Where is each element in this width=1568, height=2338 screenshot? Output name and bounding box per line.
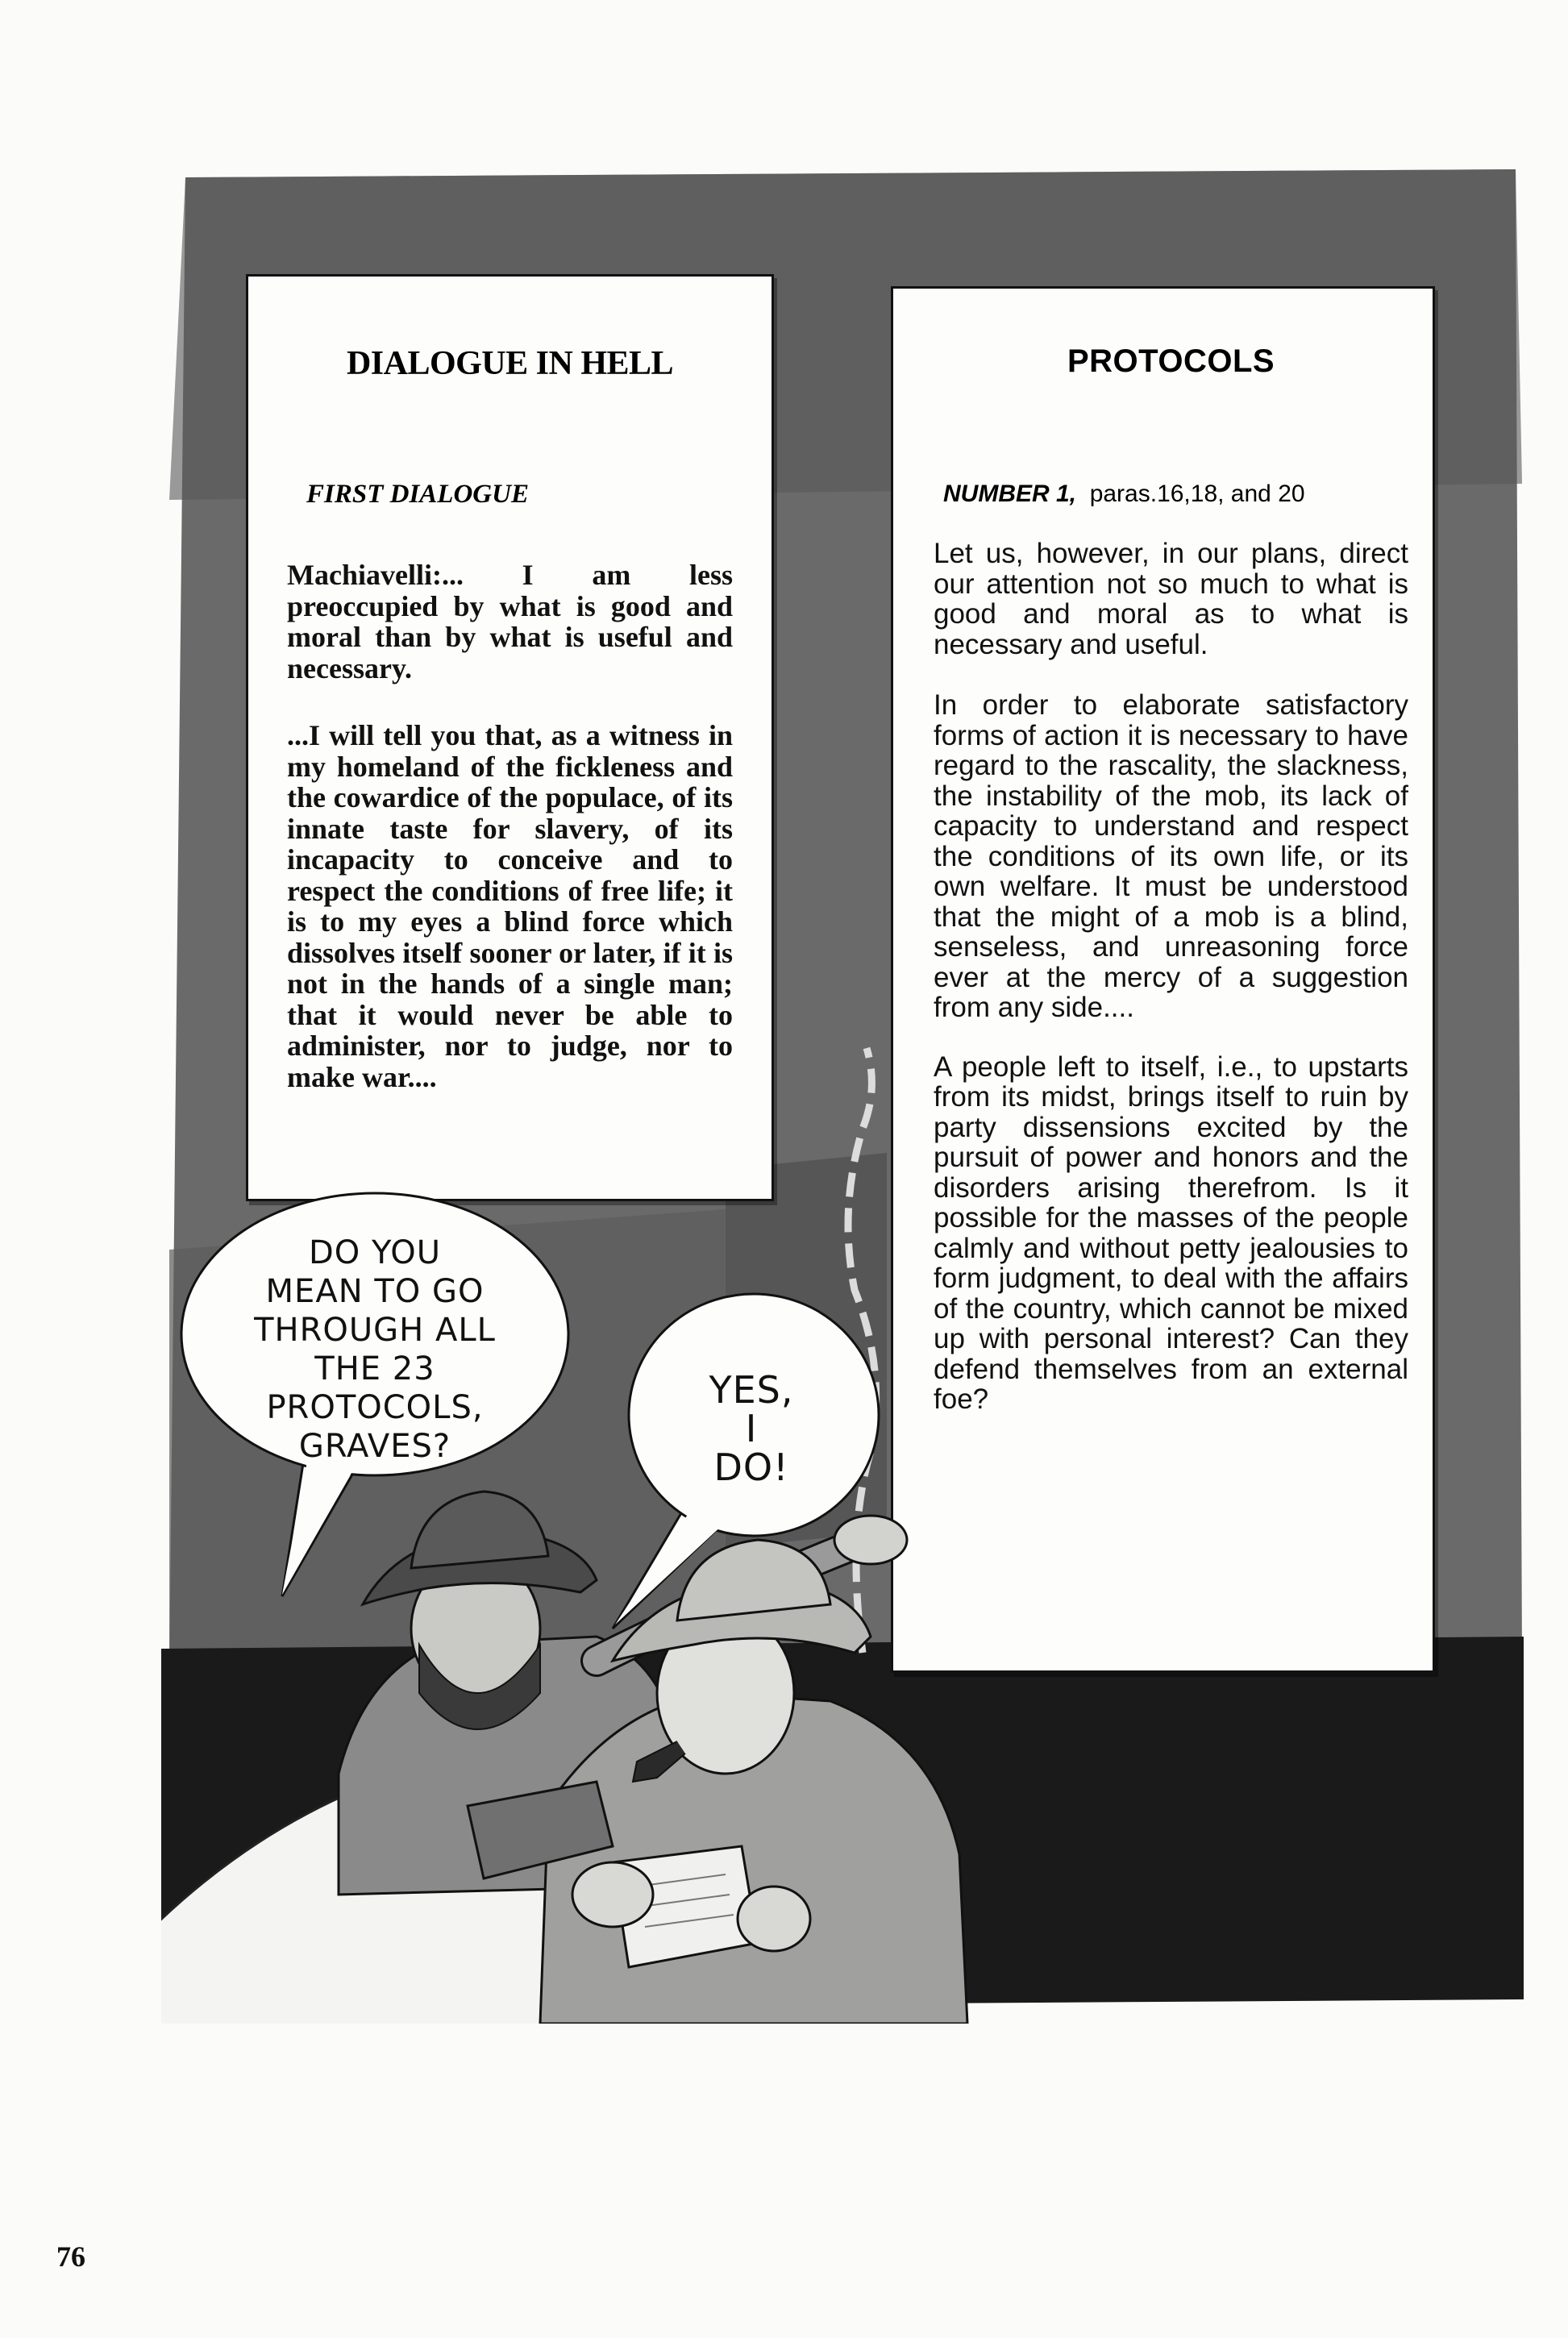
protocols-reference-paras: paras.16,18, and 20: [1089, 480, 1305, 507]
speech-line: THE 23: [314, 1350, 435, 1387]
speech-line: DO!: [713, 1446, 789, 1489]
speech-line: YES,: [709, 1368, 794, 1412]
dialogue-paragraph: Machiavelli:... I am less preoccupied by what is good and moral than by what is useful and necessary.: [287, 559, 733, 684]
speech-line: MEAN TO GO: [265, 1273, 485, 1310]
dialogue-subtitle: FIRST DIALOGUE: [306, 480, 529, 509]
protocols-title: PROTOCOLS: [1067, 343, 1275, 379]
speech-line: GRAVES?: [298, 1428, 451, 1465]
dialogue-title: DIALOGUE IN HELL: [346, 345, 674, 382]
speech-line: DO YOU: [308, 1234, 441, 1271]
speech-line: I: [745, 1407, 758, 1450]
dialogue-paragraph: ...I will tell you that, as a witness in my homeland of the fickleness and the cowardice of the populace, of its innate taste for slavery, of its incapacity to conceive and to respect the conditions of free life; it is to my eyes a blind force which dissolves itself sooner or later, if it is not in the hands of a single man; that it would never be able to administer, nor to judge, nor to make war....: [287, 719, 733, 1093]
page-number: 76: [56, 2240, 85, 2273]
speech-line: THROUGH ALL: [254, 1312, 496, 1349]
protocols-paragraph: In order to elaborate satisfactory forms of action it is necessary to have regard to the rascality, the slackness, the instability of the mob, its lack of capacity to understand and respect the conditions of its own life, or its own welfare. It must be understood that the might of a mob is a blind, senseless, and unreasoning force ever at the mercy of a suggestion from any side....: [934, 689, 1408, 1023]
comic-panel: [161, 161, 1524, 2024]
speech-bubble-1-text: [198, 1233, 552, 1466]
speech-line: PROTOCOLS,: [266, 1389, 484, 1426]
protocols-paragraph: Let us, however, in our plans, direct our attention not so much to what is good and moral as to what is necessary and useful.: [934, 538, 1408, 660]
protocols-reference-number: NUMBER 1,: [943, 480, 1077, 507]
speech-bubble-2-text: [655, 1368, 848, 1489]
protocols-paragraph: A people left to itself, i.e., to upstarts from its midst, brings itself to ruin by party dissensions excited by the pursuit of power and honors and the disorders arising therefrom. Is it possible for the masses of the people calmly and without petty jealousies to form judgment, to deal with the affairs of the country, which cannot be mixed up with personal interest? Can they defend themselves from an external foe?: [934, 1050, 1408, 1415]
figures-layer: [161, 161, 1524, 2024]
